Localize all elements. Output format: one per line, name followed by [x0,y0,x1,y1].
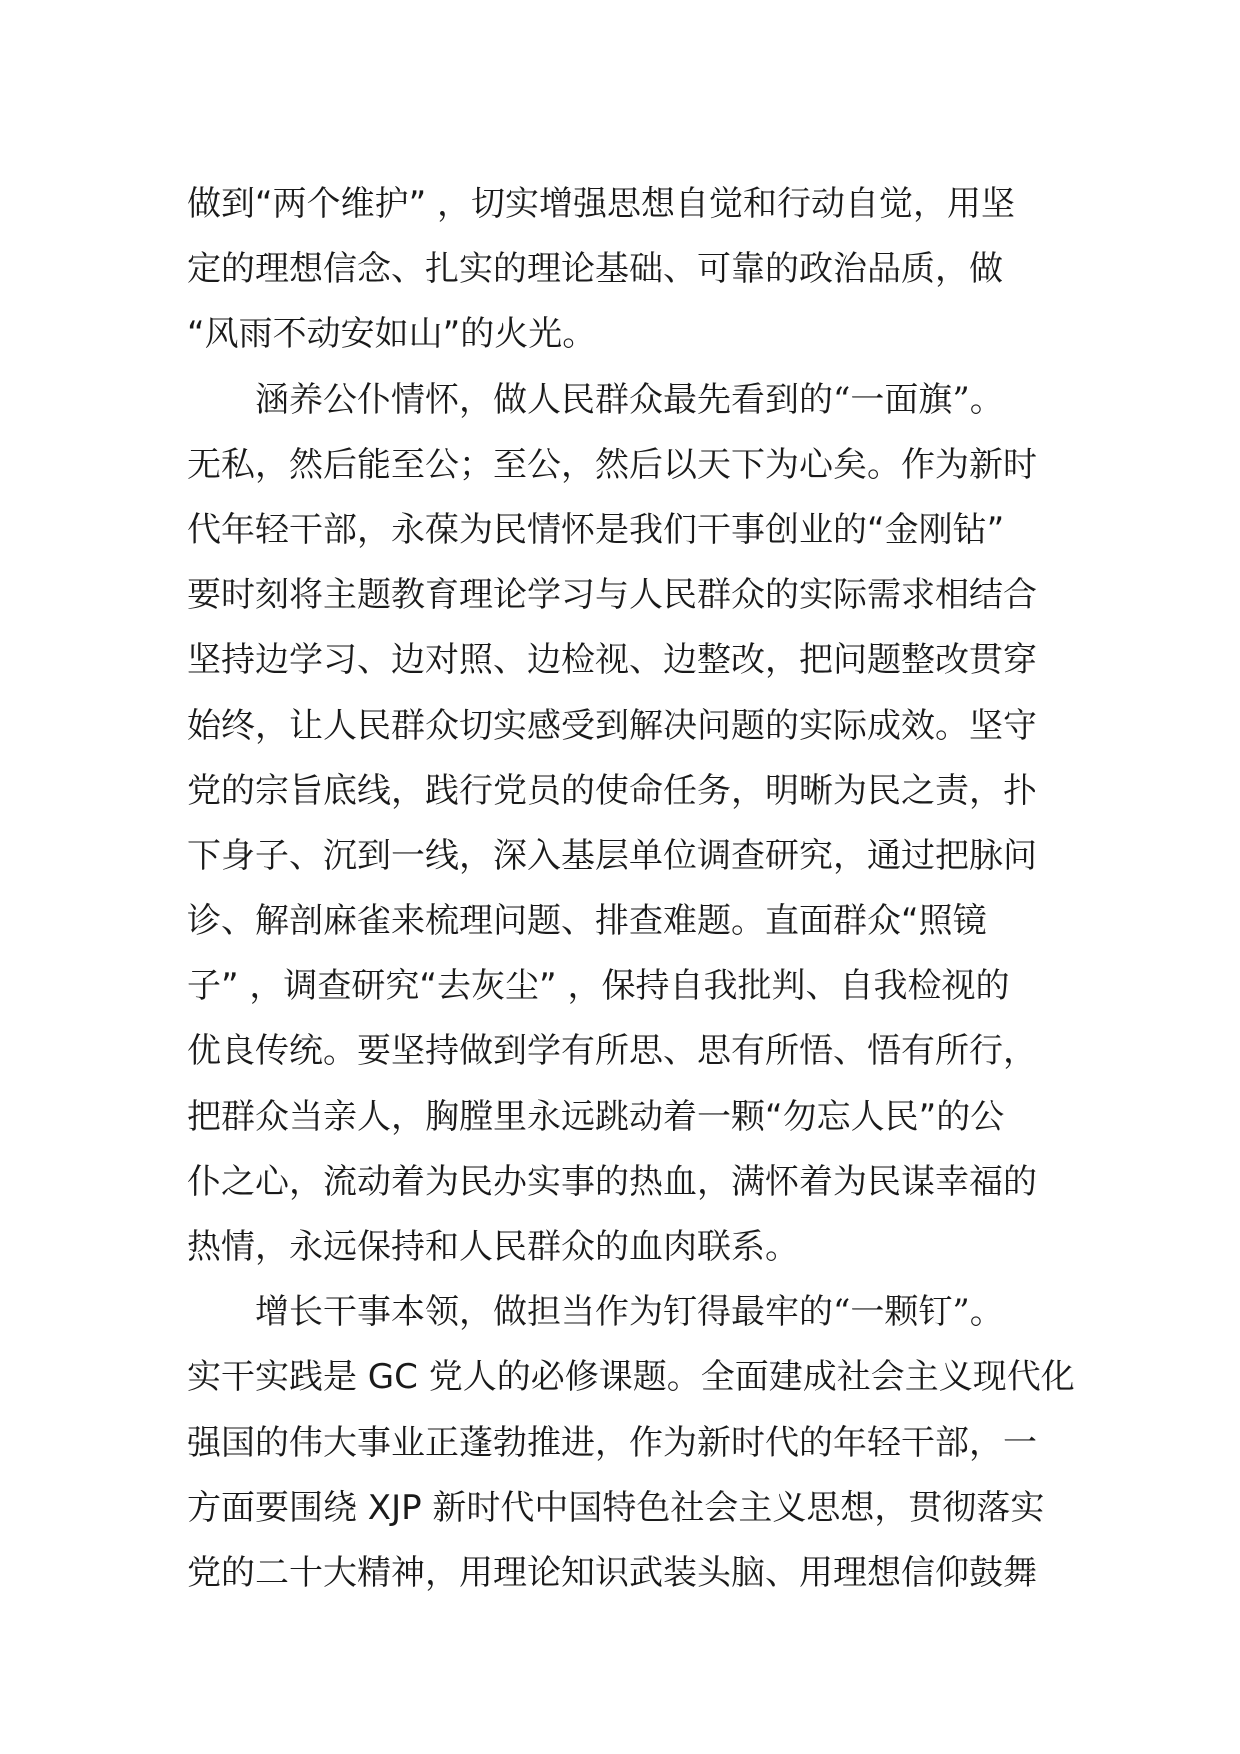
text-line: 党的宗旨底线，践行党员的使命任务，明晰为民之责，扑 [187,770,1037,811]
document-body [187,172,1075,1606]
text-line: 无私，然后能至公；至公，然后以天下为心矣。作为新时 [187,444,1037,485]
text-line: 下身子、沉到一线，深入基层单位调查研究，通过把脉问 [187,835,1037,876]
text-line: “风雨不动安如山”的火光。 [187,314,597,355]
text-line: 做到“两个维护” ，切实增强思想自觉和行动自觉，用坚 [187,184,1016,224]
text-line: 仆之心，流动着为民办实事的热血，满怀着为民谋幸福的 [187,1161,1037,1202]
text-line: 定的理想信念、扎实的理论基础、可靠的政治品质，做 [187,249,1003,290]
text-line: 要时刻将主题教育理论学习与人民群众的实际需求相结合 [187,575,1037,616]
text-line: 优良传统。要坚持做到学有所思、思有所悟、悟有所行， [187,1031,1037,1072]
text-line: 把群众当亲人，胸膛里永远跳动着一颗“勿忘人民”的公 [187,1096,1005,1137]
text-line: 坚持边学习、边对照、边检视、边整改，把问题整改贯穿 [187,640,1037,681]
section-heading-line: 增长干事本领，做担当作为钉得最牢的“一颗钉”。 [255,1292,1004,1333]
text-line: 党的二十大精神，用理论知识武装头脑、用理想信仰鼓舞 [187,1552,1037,1593]
text-line: 诊、解剖麻雀来梳理问题、排查难题。直面群众“照镜 [187,901,987,942]
text-line: 代年轻干部，永葆为民情怀是我们干事创业的“金刚钻” [187,509,1005,550]
text-line: 强国的伟大事业正蓬勃推进，作为新时代的年轻干部，一 [187,1422,1037,1463]
text-line: 实干实践是 GC 党人的必修课题。全面建成社会主义现代化 [187,1357,1075,1398]
text-line: 子” ，调查研究“去灰尘” ，保持自我批判、自我检视的 [187,966,1010,1007]
text-line: 始终，让人民群众切实感受到解决问题的实际成效。坚守 [187,705,1037,746]
text-line: 热情，永远保持和人民群众的血肉联系。 [187,1227,799,1267]
section-heading-line: 涵养公仆情怀，做人民群众最先看到的“一面旗”。 [255,379,1004,420]
text-line: 方面要围绕 XJP 新时代中国特色社会主义思想，贯彻落实 [187,1487,1045,1528]
